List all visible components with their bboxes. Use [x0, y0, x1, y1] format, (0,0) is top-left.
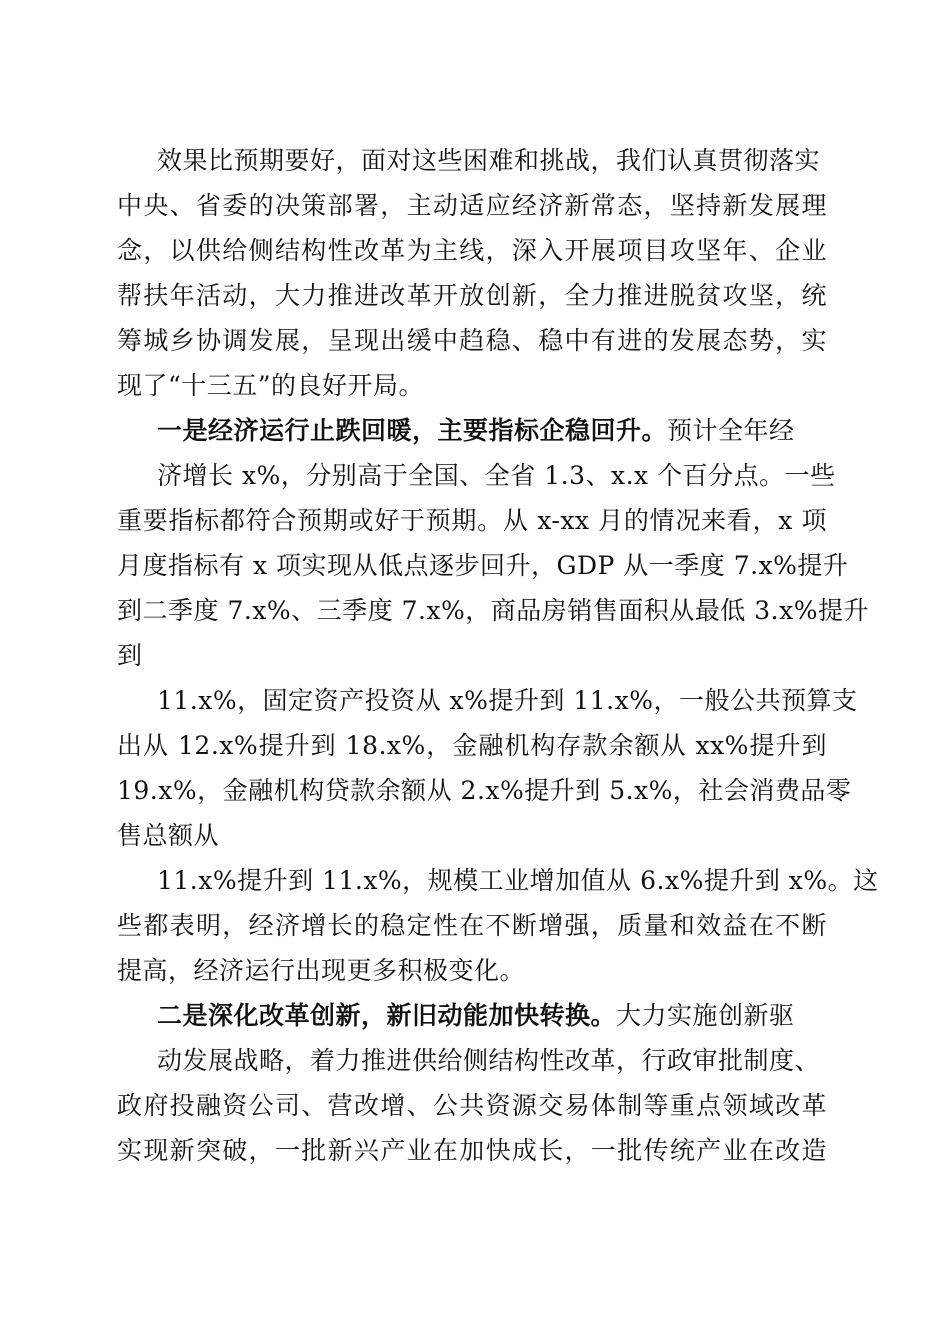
- heading-bold-text: 一是经济运行止跌回暖，主要指标企稳回升。: [157, 416, 668, 445]
- text-line: 济增长 x%，分别高于全国、全省 1.3、x.x 个百分点。一些: [157, 461, 836, 490]
- text-line: 筹城乡协调发展，呈现出缓中趋稳、稳中有进的发展态势，实: [117, 326, 827, 355]
- text-line: 月度指标有 x 项实现从低点逐步回升，GDP 从一季度 7.x%提升: [117, 551, 849, 580]
- paragraph-heading: [157, 411, 795, 451]
- text-line: 政府投融资公司、营改增、公共资源交易体制等重点领域改革: [117, 1091, 827, 1120]
- text-line: 些都表明，经济增长的稳定性在不断增强，质量和效益在不断: [117, 911, 827, 940]
- text-line: 动发展战略，着力推进供给侧结构性改革，行政审批制度、: [157, 1046, 821, 1075]
- text-line: 现了“十三五”的良好开局。: [117, 371, 425, 400]
- text-line: 到二季度 7.x%、三季度 7.x%，商品房销售面积从最低 3.x%提升: [117, 596, 869, 625]
- heading-bold-text: 二是深化改革创新，新旧动能加快转换。: [157, 1001, 617, 1030]
- text-line: 出从 12.x%提升到 18.x%，金融机构存款余额从 xx%提升到: [117, 731, 827, 760]
- heading-continuation: 预计全年经: [667, 416, 795, 445]
- text-line: 提高，经济运行出现更多积极变化。: [117, 956, 526, 985]
- text-line: 到: [117, 641, 143, 670]
- text-line: 帮扶年活动，大力推进改革开放创新，全力推进脱贫攻坚，统: [117, 281, 827, 310]
- text-line: 售总额从: [117, 821, 220, 850]
- text-line: 效果比预期要好，面对这些困难和挑战，我们认真贯彻落实: [157, 146, 821, 175]
- text-line: 11.x%提升到 11.x%，规模工业增加值从 6.x%提升到 x%。这: [157, 866, 879, 895]
- text-line: 11.x%，固定资产投资从 x%提升到 11.x%，一般公共预算支: [157, 686, 858, 715]
- heading-continuation: 大力实施创新驱: [616, 1001, 795, 1030]
- text-line: 19.x%，金融机构贷款余额从 2.x%提升到 5.x%，社会消费品零: [117, 776, 852, 805]
- paragraph-heading: [157, 996, 795, 1036]
- text-line: 重要指标都符合预期或好于预期。从 x-xx 月的情况来看，x 项: [117, 506, 827, 535]
- text-line: 念，以供给侧结构性改革为主线，深入开展项目攻坚年、企业: [117, 236, 827, 265]
- text-line: 实现新突破，一批新兴产业在加快成长，一批传统产业在改造: [117, 1136, 827, 1165]
- text-line: 中央、省委的决策部署，主动适应经济新常态，坚持新发展理: [117, 191, 827, 220]
